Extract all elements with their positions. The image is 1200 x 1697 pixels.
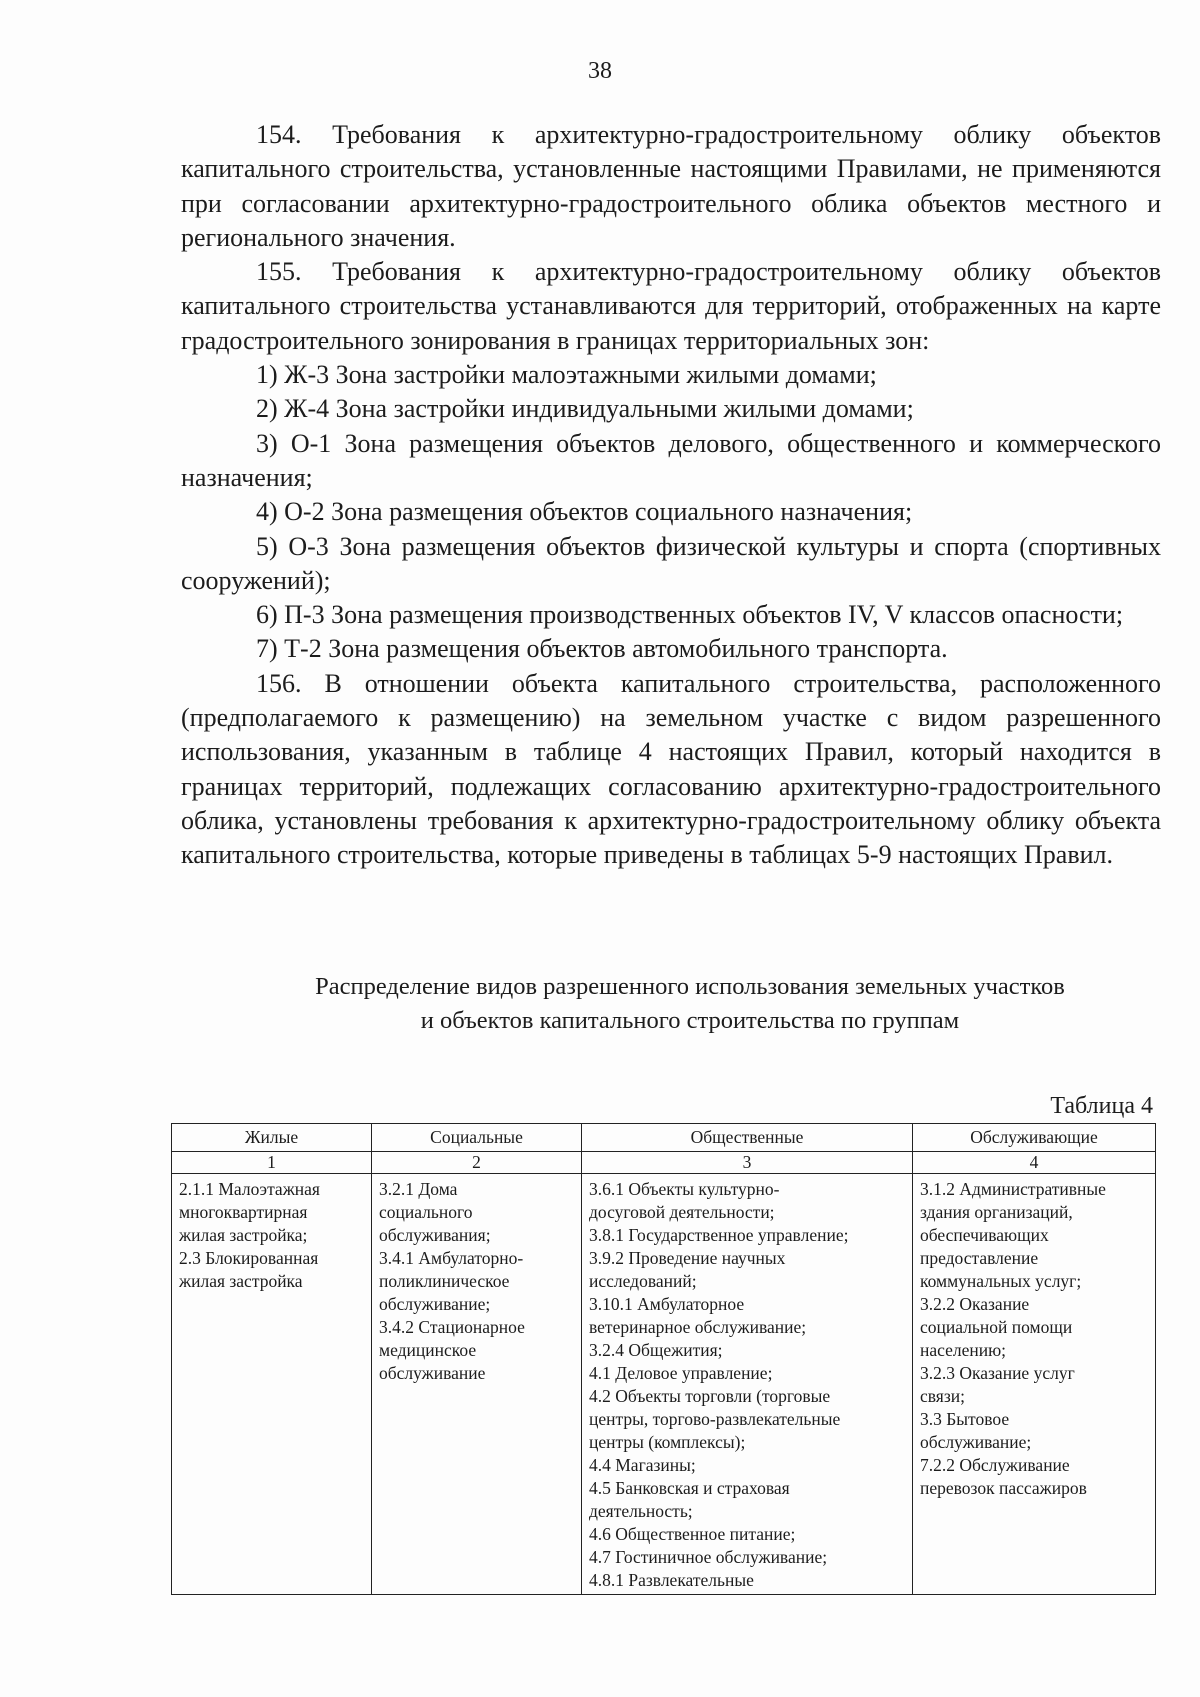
paragraph-155: 155. Требования к архитектурно-градостроительному облику объектов капитального строительства устанавливаются для территорий, отображенных на карте градостроительного зонирования в границах территориальных зон: (181, 257, 1161, 355)
cell-line: жилая застройка (179, 1271, 303, 1291)
cell-line: 2.3 Блокированная (179, 1248, 319, 1268)
cell-line: 4.6 Общественное питание; (589, 1524, 796, 1544)
cell-line: коммунальных услуг; (920, 1271, 1082, 1291)
social-cell (372, 1174, 582, 1595)
page-number: 38 (588, 58, 612, 84)
table-header-row (172, 1124, 1156, 1152)
cell-line: 3.2.4 Общежития; (589, 1340, 723, 1360)
cell-line: 3.2.3 Оказание услуг (920, 1363, 1075, 1383)
column-number: 4 (913, 1152, 1156, 1174)
cell-line: 3.2.1 Дома (379, 1179, 458, 1199)
cell-line: 4.2 Объекты торговли (торговые (589, 1386, 831, 1406)
column-header-residential: Жилые (172, 1124, 372, 1152)
cell-line: 4.5 Банковская и страховая (589, 1478, 790, 1498)
cell-line: населению; (920, 1340, 1007, 1360)
land-use-groups-table (171, 1123, 1156, 1595)
residential-cell (172, 1174, 372, 1595)
column-header-social: Социальные (372, 1124, 582, 1152)
cell-line: 4.4 Магазины; (589, 1455, 696, 1475)
column-number: 2 (372, 1152, 582, 1174)
cell-line: 7.2.2 Обслуживание (920, 1455, 1070, 1475)
table-caption (230, 970, 1150, 1038)
cell-line: 3.10.1 Амбулаторное (589, 1294, 745, 1314)
cell-line: 3.1.2 Административные (920, 1179, 1106, 1199)
cell-line: медицинское (379, 1340, 477, 1360)
cell-line: 3.3 Бытовое (920, 1409, 1010, 1429)
cell-line: центры (комплексы); (589, 1432, 746, 1452)
cell-line: 4.1 Деловое управление; (589, 1363, 773, 1383)
cell-line: ветеринарное обслуживание; (589, 1317, 807, 1337)
cell-line: обслуживание (379, 1363, 486, 1383)
cell-line: 4.8.1 Развлекательные (589, 1570, 754, 1590)
cell-line: многоквартирная (179, 1202, 308, 1222)
zone-item-zh4: 2) Ж-4 Зона застройки индивидуальными жилыми домами; (256, 394, 914, 424)
cell-line: деятельность; (589, 1501, 693, 1521)
column-header-service: Обслуживающие (913, 1124, 1156, 1152)
cell-line: 3.9.2 Проведение научных (589, 1248, 786, 1268)
cell-line: 3.6.1 Объекты культурно- (589, 1179, 780, 1199)
document-body (181, 118, 1161, 873)
cell-line: поликлиническое (379, 1271, 510, 1291)
table-number-row (172, 1152, 1156, 1174)
cell-line: обеспечивающих (920, 1225, 1049, 1245)
cell-line: 4.7 Гостиничное обслуживание; (589, 1547, 828, 1567)
zone-item-p3: 6) П-3 Зона размещения производственных объектов IV, V классов опасности; (256, 600, 1124, 630)
service-cell (913, 1174, 1156, 1595)
public-cell (582, 1174, 913, 1595)
cell-line: обслуживание; (379, 1294, 491, 1314)
cell-line: 3.8.1 Государственное управление; (589, 1225, 849, 1245)
paragraph-156: 156. В отношении объекта капитального строительства, расположенного (предполагаемого к размещению) на земельном участке с видом разрешенного использования, указанным в таблице 4 настоящих Правил, который находится в границах территорий, подлежащих согласованию архитектурно-градостроительного облика, установлены требования к архитектурно-градостроительному облику объекта капитального строительства, которые приведены в таблицах 5-9 настоящих Правил. (181, 668, 1161, 870)
column-number: 3 (582, 1152, 913, 1174)
cell-line: центры, торгово-развлекательные (589, 1409, 841, 1429)
cell-line: жилая застройка; (179, 1225, 308, 1245)
zone-item-zh3: 1) Ж-3 Зона застройки малоэтажными жилыми домами; (256, 360, 877, 390)
caption-line: Распределение видов разрешенного использования земельных участков (315, 973, 1065, 1000)
cell-line: исследований; (589, 1271, 697, 1291)
column-number: 1 (172, 1152, 372, 1174)
cell-line: обслуживания; (379, 1225, 491, 1245)
cell-line: здания организаций, (920, 1202, 1073, 1222)
cell-line: обслуживание; (920, 1432, 1032, 1452)
cell-line: 3.4.2 Стационарное (379, 1317, 525, 1337)
paragraph-154: 154. Требования к архитектурно-градостроительному облику объектов капитального строительства, установленные настоящими Правилами, не применяются при согласовании архитектурно-градостроительного облика объектов местного и регионального значения. (181, 120, 1161, 252)
cell-line: 3.4.1 Амбулаторно- (379, 1248, 524, 1268)
cell-line: перевозок пассажиров (920, 1478, 1087, 1498)
table-label: Таблица 4 (1050, 1093, 1153, 1119)
cell-line: 2.1.1 Малоэтажная (179, 1179, 320, 1199)
table-row (172, 1174, 1156, 1595)
zone-item-o2: 4) О-2 Зона размещения объектов социального назначения; (256, 497, 913, 527)
zone-item-o1: 3) О-1 Зона размещения объектов делового, общественного и коммерческого назначения; (181, 428, 1161, 492)
cell-line: предоставление (920, 1248, 1039, 1268)
cell-line: связи; (920, 1386, 965, 1406)
zone-item-o3: 5) О-3 Зона размещения объектов физической культуры и спорта (спортивных сооружений); (181, 531, 1161, 595)
zone-item-t2: 7) Т-2 Зона размещения объектов автомобильного транспорта. (256, 634, 948, 664)
cell-line: досуговой деятельности; (589, 1202, 775, 1222)
column-header-public: Общественные (582, 1124, 913, 1152)
caption-line: и объектов капитального строительства по группам (420, 1007, 960, 1034)
cell-line: 3.2.2 Оказание (920, 1294, 1030, 1314)
cell-line: социальной помощи (920, 1317, 1073, 1337)
cell-line: социального (379, 1202, 473, 1222)
